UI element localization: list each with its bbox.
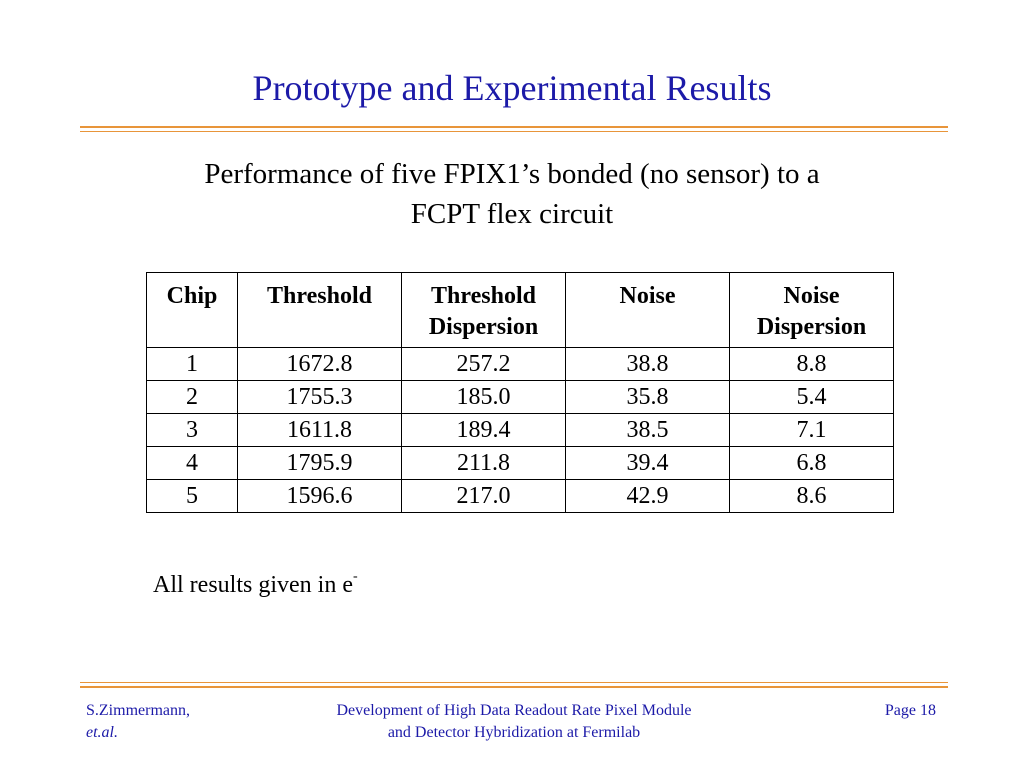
page-number: Page 18 (884, 702, 936, 719)
cell-threshold: 1596.6 (238, 480, 402, 513)
footer-author (86, 700, 266, 744)
cell-noise-dispersion: 6.8 (730, 447, 894, 480)
cell-chip: 4 (147, 447, 238, 480)
footer-rule-bottom (80, 686, 948, 688)
table-row (147, 348, 894, 381)
cell-threshold-dispersion: 257.2 (402, 348, 566, 381)
cell-threshold: 1611.8 (238, 414, 402, 447)
slide-subtitle: Performance of five FPIX1’s bonded (no sensor) to a FCPT flex circuit (204, 158, 820, 230)
cell-threshold-dispersion: 217.0 (402, 480, 566, 513)
cell-noise-dispersion: 7.1 (730, 414, 894, 447)
cell-noise-dispersion: 8.8 (730, 348, 894, 381)
header-chip: Chip (147, 273, 238, 348)
cell-threshold: 1795.9 (238, 447, 402, 480)
cell-noise: 35.8 (566, 381, 730, 414)
units-note-text: All results given in e (153, 572, 353, 598)
footer-author-line1: S.Zimmermann, (86, 702, 190, 719)
cell-threshold: 1755.3 (238, 381, 402, 414)
cell-noise-dispersion: 5.4 (730, 381, 894, 414)
units-note (153, 562, 358, 600)
header-noise: Noise (566, 273, 730, 348)
cell-noise: 42.9 (566, 480, 730, 513)
results-table-container (146, 272, 894, 513)
cell-noise: 39.4 (566, 447, 730, 480)
cell-chip: 1 (147, 348, 238, 381)
footer-rule-top (80, 682, 948, 683)
table-row (147, 414, 894, 447)
slide-title: Prototype and Experimental Results (252, 68, 772, 108)
header-threshold: Threshold (238, 273, 402, 348)
title-rule-top (80, 126, 948, 128)
header-noise-dispersion: Noise Dispersion (730, 273, 894, 348)
cell-threshold: 1672.8 (238, 348, 402, 381)
cell-chip: 5 (147, 480, 238, 513)
table-row (147, 447, 894, 480)
cell-noise-dispersion: 8.6 (730, 480, 894, 513)
cell-threshold-dispersion: 211.8 (402, 447, 566, 480)
footer-title (270, 700, 758, 744)
electron-superscript: - (352, 569, 358, 584)
footer-title-line2: and Detector Hybridization at Fermilab (387, 724, 641, 741)
table-row (147, 381, 894, 414)
cell-chip: 2 (147, 381, 238, 414)
title-rule-bottom (80, 131, 948, 132)
table-header-row (147, 273, 894, 348)
cell-chip: 3 (147, 414, 238, 447)
results-table (146, 272, 894, 513)
cell-noise: 38.8 (566, 348, 730, 381)
footer-title-line1: Development of High Data Readout Rate Pixel Module (336, 702, 692, 719)
cell-threshold-dispersion: 189.4 (402, 414, 566, 447)
cell-noise: 38.5 (566, 414, 730, 447)
header-threshold-dispersion: Threshold Dispersion (402, 273, 566, 348)
cell-threshold-dispersion: 185.0 (402, 381, 566, 414)
footer-author-line2: et.al. (86, 724, 118, 741)
table-row (147, 480, 894, 513)
